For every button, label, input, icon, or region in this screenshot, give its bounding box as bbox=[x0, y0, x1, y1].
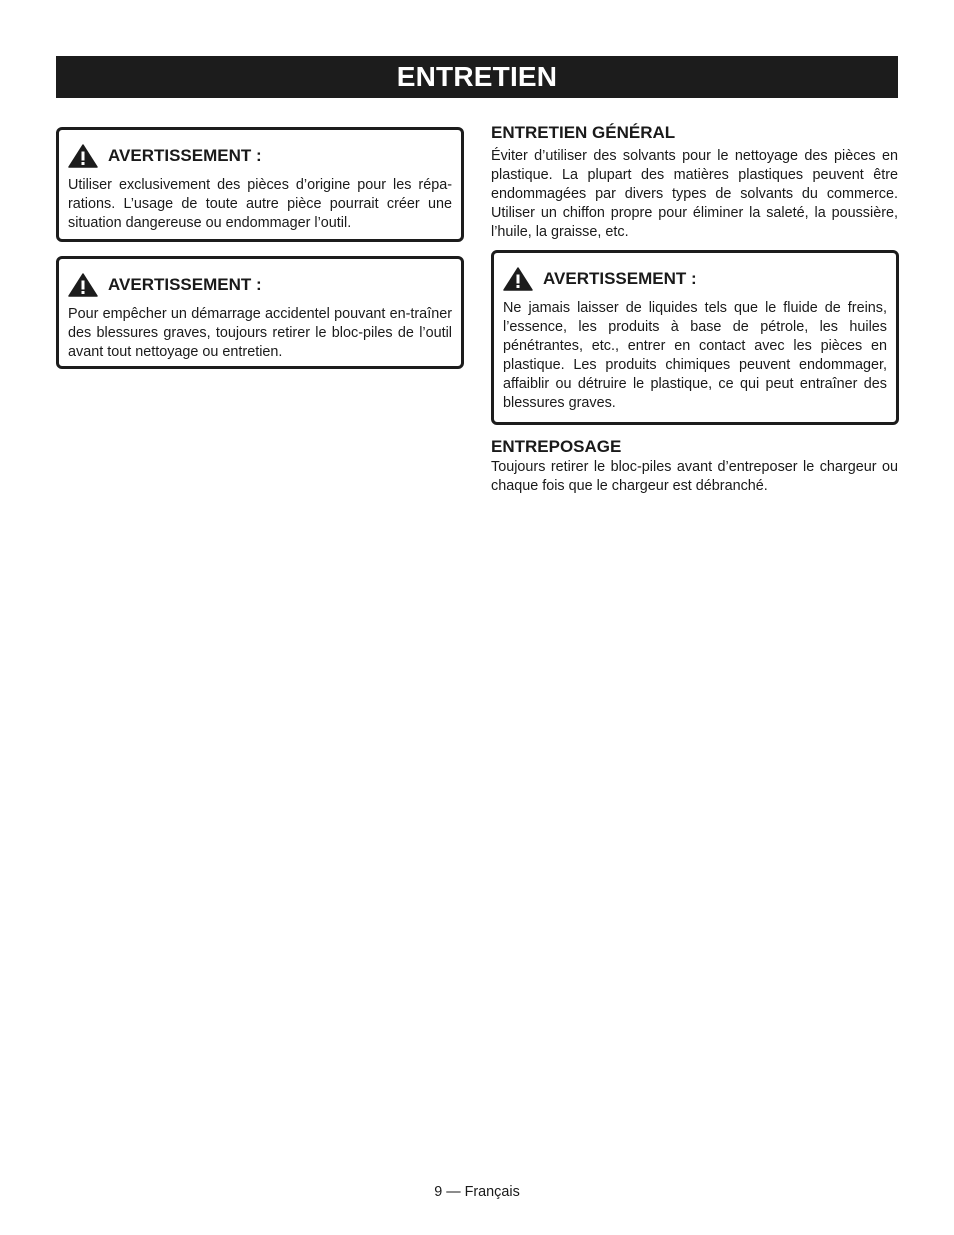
section-heading-storage: ENTREPOSAGE bbox=[491, 437, 622, 456]
warning-triangle-icon bbox=[68, 144, 98, 168]
warning-label: AVERTISSEMENT : bbox=[108, 146, 262, 165]
section-text-storage: Toujours retirer le bloc-piles avant d’entreposer le chargeur ou chaque fois que le chargeur est débranché. bbox=[491, 459, 898, 494]
warning-triangle-icon bbox=[68, 273, 98, 297]
warning-box-battery-removal bbox=[56, 256, 464, 369]
page-footer: 9 — Français bbox=[434, 1184, 520, 1200]
warning-header bbox=[503, 267, 887, 291]
warning-text: Pour empêcher un démarrage accidentel pouvant en-traîner des blessures graves, toujours retirer le bloc-piles de l’outil avant tout nettoyage ou entretien. bbox=[68, 306, 452, 360]
section-text-general-maintenance: Éviter d’utiliser des solvants pour le nettoyage des pièces en plastique. La plupart des matières plastiques peuvent être endommagées par divers types de solvants du commerce. Utiliser un chiffon propre pour éliminer la saleté, la poussière, l’huile, la graisse, etc. bbox=[491, 148, 898, 240]
warning-triangle-icon bbox=[503, 267, 533, 291]
page-title: ENTRETIEN bbox=[56, 56, 898, 98]
warning-text: Utiliser exclusivement des pièces d’origine pour les répa-rations. L’usage de toute autre pièce pourrait créer une situation dangereuse ou endommager l’outil. bbox=[68, 177, 452, 231]
section-heading-general-maintenance: ENTRETIEN GÉNÉRAL bbox=[491, 123, 676, 142]
warning-box-original-parts bbox=[56, 127, 464, 242]
warning-label: AVERTISSEMENT : bbox=[108, 275, 262, 294]
warning-header bbox=[68, 273, 452, 297]
warning-box-liquids bbox=[491, 250, 899, 425]
warning-header bbox=[68, 144, 452, 168]
warning-label: AVERTISSEMENT : bbox=[543, 269, 697, 288]
warning-text: Ne jamais laisser de liquides tels que le fluide de freins, l’essence, les produits à base de pétrole, les huiles pénétrantes, etc., entrer en contact avec les pièces en plastique. Les produits chimiques peuvent endommager, affaiblir ou détruire le plastique, ce qui peut entraîner des blessures graves. bbox=[503, 300, 887, 411]
